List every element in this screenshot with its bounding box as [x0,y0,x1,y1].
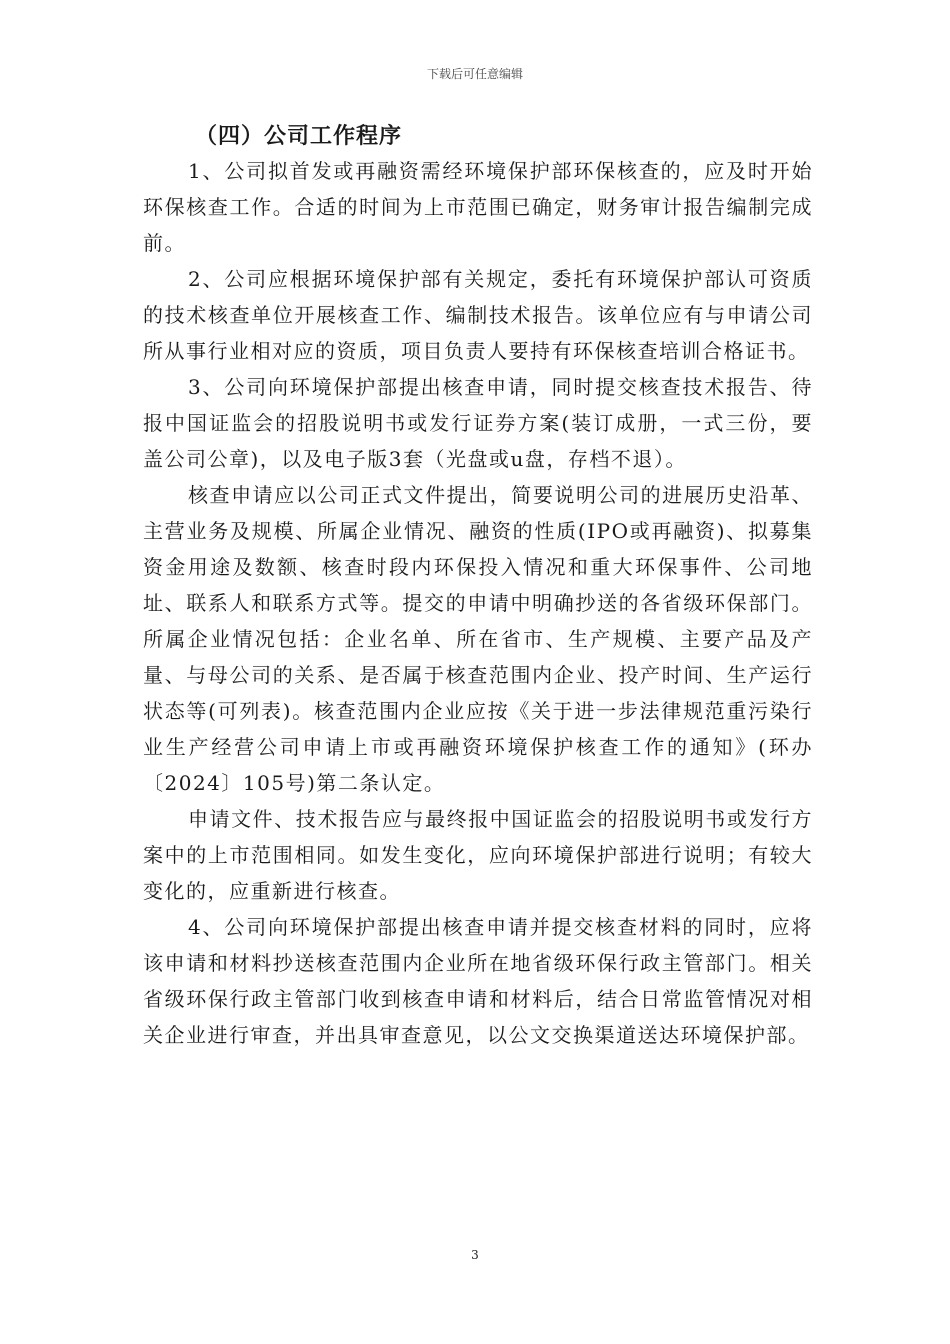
paragraph-step-2: 2、公司应根据环境保护部有关规定，委托有环境保护部认可资质的技术核查单位开展核查工作、编制技术报告。该单位应有与申请公司所从事行业相对应的资质，项目负责人要持有环保核查培训合格证书。 [143,267,813,363]
page-header: 下载后可任意编辑 [426,67,523,81]
paragraph-step-3: 3、公司向环境保护部提出核查申请，同时提交核查技术报告、待报中国证监会的招股说明书或发行证券方案(装订成册，一式三份，要盖公司公章)，以及电子版3套（光盘或u盘，存档不退）。 [143,375,813,471]
paragraph-application-requirements: 核查申请应以公司正式文件提出，简要说明公司的进展历史沿革、主营业务及规模、所属企业情况、融资的性质(IPO或再融资)、拟募集资金用途及数额、核查时段内环保投入情况和重大环保事件、公司地址、联系人和联系方式等。提交的申请中明确抄送的各省级环保部门。所属企业情况包括：企业名单、所在省市、生产规模、主要产品及产量、与母公司的关系、是否属于核查范围内企业、投产时间、生产运行状态等(可列表)。核查范围内企业应按《关于进一步法律规范重污染行业生产经营公司申请上市或再融资环境保护核查工作的通知》(环办〔2024〕105号)第二条认定。 [143,483,813,795]
paragraph-application-scope: 申请文件、技术报告应与最终报中国证监会的招股说明书或发行方案中的上市范围相同。如发生变化，应向环境保护部进行说明；有较大变化的，应重新进行核查。 [143,807,813,903]
page-number: 3 [471,1248,479,1262]
document-body [143,119,813,1053]
section-title: （四）公司工作程序 [195,123,403,149]
paragraph-step-4: 4、公司向环境保护部提出核查申请并提交核查材料的同时，应将该申请和材料抄送核查范围内企业所在地省级环保行政主管部门。相关省级环保行政主管部门收到核查申请和材料后，结合日常监管情况对相关企业进行审查，并出具审查意见，以公文交换渠道送达环境保护部。 [143,915,813,1047]
paragraph-step-1: 1、公司拟首发或再融资需经环境保护部环保核查的，应及时开始环保核查工作。合适的时间为上市范围已确定，财务审计报告编制完成前。 [143,159,813,255]
